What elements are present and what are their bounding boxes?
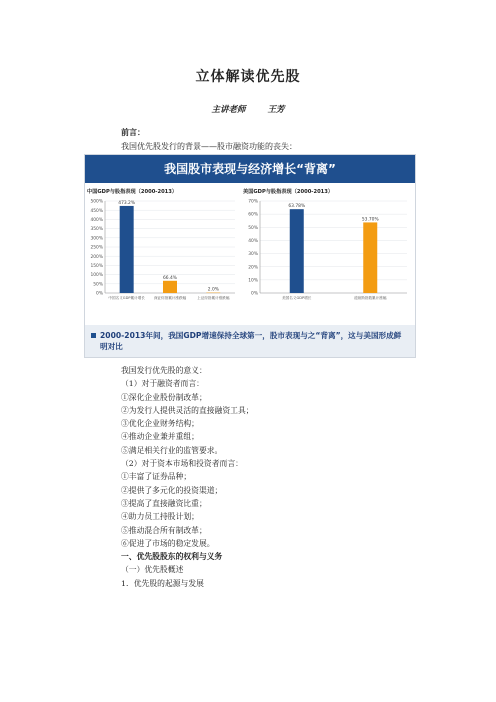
body-line: 1．优先股的起源与发展 xyxy=(121,578,204,588)
figure-charts xyxy=(85,183,415,325)
bar xyxy=(363,222,377,293)
body-line: （2）对于资本市场和投资者而言： xyxy=(121,459,243,469)
figure-banner: 我国股市表现与经济增长“背离” xyxy=(85,155,415,183)
y-tick-label: 250% xyxy=(90,245,103,251)
bar xyxy=(163,281,177,293)
data-label: 53.70% xyxy=(361,217,379,223)
x-tick-label: 美国名义GDP增长 xyxy=(282,296,312,300)
y-tick-label: 50% xyxy=(93,282,103,288)
preface-line: 我国优先股发行的背景——股市融资功能的丧失： xyxy=(121,142,297,151)
body-line: （1）对于融资者而言： xyxy=(121,379,204,389)
author-name: 王芳 xyxy=(267,105,285,115)
y-tick-label: 300% xyxy=(90,236,103,242)
preface-heading: 前言： xyxy=(121,127,145,137)
x-tick-label: 深证综指累计涨跌幅 xyxy=(153,296,187,300)
y-tick-label: 0% xyxy=(96,291,103,297)
y-tick-label: 350% xyxy=(90,227,103,233)
body-line: ④助力员工持股计划； xyxy=(121,512,199,522)
comparison-figure xyxy=(84,154,416,358)
body-line: ④推动企业兼并重组； xyxy=(121,432,199,442)
caption-bullet-icon xyxy=(91,333,96,338)
y-tick-label: 30% xyxy=(248,252,258,258)
y-tick-label: 60% xyxy=(248,212,258,218)
page-title: 立体解读优先股 xyxy=(195,69,301,85)
body-line: （一）优先股概述 xyxy=(121,565,184,575)
y-tick-label: 200% xyxy=(90,254,103,260)
chart-title: 中国GDP与股指表现（2000-2013） xyxy=(87,189,178,195)
bar xyxy=(120,206,134,293)
caption-text: 2000-2013年间，我国GDP增速保持全球第一，股市表现与之“背离”，这与美国形成鲜明对比 xyxy=(100,331,402,351)
data-label: 2.0% xyxy=(207,287,219,293)
body-line: ①深化企业股份制改革； xyxy=(121,392,207,402)
body-line: ⑤满足相关行业的监管要求。 xyxy=(121,445,223,455)
data-label: 63.78% xyxy=(288,204,306,210)
body-line: ③提高了直接融资比重； xyxy=(121,498,207,508)
x-tick-label: 道琼斯指数累计涨幅 xyxy=(354,296,387,300)
body-line: ⑤推动混合所有制改革； xyxy=(121,525,207,535)
body-line: ②提供了多元化的投资渠道； xyxy=(121,485,223,495)
chart-title: 美国GDP与股指表现（2000-2013） xyxy=(243,189,334,195)
author-prefix: 主讲老师 xyxy=(211,105,246,115)
data-label: 473.2% xyxy=(118,200,136,206)
author-line xyxy=(0,103,496,115)
y-tick-label: 70% xyxy=(248,199,258,205)
y-tick-label: 400% xyxy=(90,218,103,223)
figure-caption xyxy=(85,325,415,357)
y-tick-label: 40% xyxy=(248,239,258,245)
y-tick-label: 0% xyxy=(251,291,258,297)
body-line: 我国发行优先股的意义： xyxy=(121,366,207,375)
x-tick-label: 中国名义GDP累计增长 xyxy=(108,296,145,300)
y-tick-label: 450% xyxy=(90,208,103,214)
body-line: ①丰富了证券品种； xyxy=(121,472,192,482)
y-tick-label: 100% xyxy=(90,273,103,279)
y-tick-label: 500% xyxy=(90,199,103,205)
body-line: ⑥促进了市场的稳定发展。 xyxy=(121,538,215,548)
y-tick-label: 50% xyxy=(248,225,258,231)
data-label: 66.4% xyxy=(163,275,177,281)
y-tick-label: 20% xyxy=(248,265,258,271)
y-tick-label: 150% xyxy=(90,264,103,269)
body-line: ②为发行人提供灵活的直接融资工具； xyxy=(121,405,254,415)
bar xyxy=(290,209,304,293)
x-tick-label: 上证综指累计涨跌幅 xyxy=(197,296,230,300)
body-line: 一、优先股股东的权利与义务 xyxy=(121,552,223,562)
body-line: ③优化企业财务结构； xyxy=(121,419,199,429)
y-tick-label: 10% xyxy=(248,278,258,284)
body-text xyxy=(121,364,421,590)
